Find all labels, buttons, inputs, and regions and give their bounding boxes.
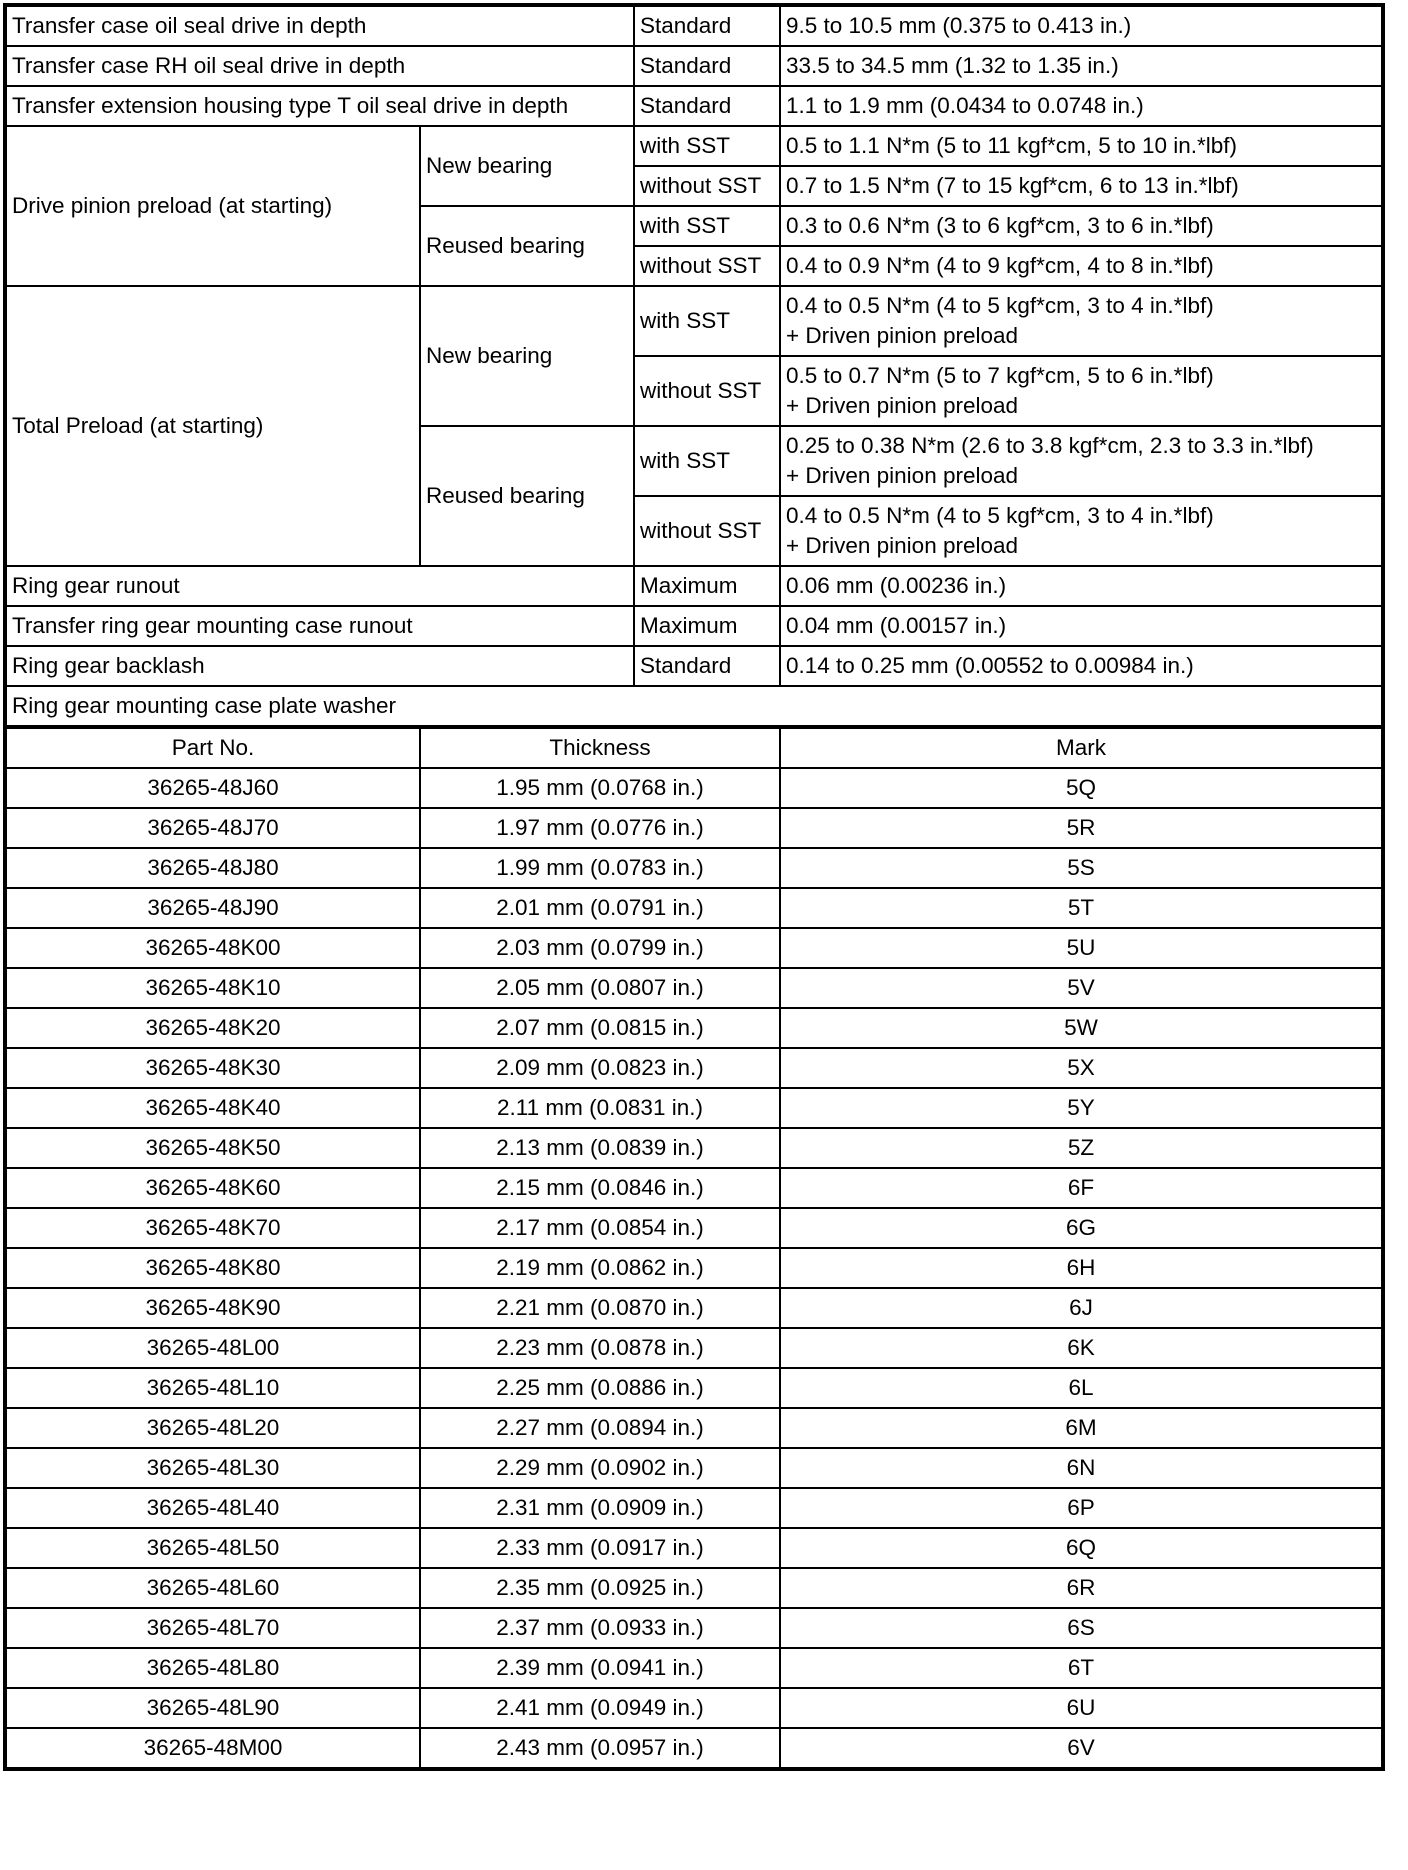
thickness-cell: 2.07 mm (0.0815 in.) xyxy=(420,1008,780,1048)
washer-row xyxy=(5,1088,1383,1128)
mark-cell: 6P xyxy=(780,1488,1383,1528)
washer-row xyxy=(5,1208,1383,1248)
spec-row xyxy=(5,646,1383,686)
mark-cell: 6M xyxy=(780,1408,1383,1448)
mark-cell: 5V xyxy=(780,968,1383,1008)
washer-row xyxy=(5,1168,1383,1208)
mark-cell: 6S xyxy=(780,1608,1383,1648)
thickness-cell: 1.97 mm (0.0776 in.) xyxy=(420,808,780,848)
part-no-cell: 36265-48K90 xyxy=(5,1288,420,1328)
washer-row xyxy=(5,808,1383,848)
mark-cell: 5Y xyxy=(780,1088,1383,1128)
spec-value: 0.4 to 0.9 N*m (4 to 9 kgf*cm, 4 to 8 in.*lbf) xyxy=(780,246,1383,286)
part-no-cell: 36265-48L60 xyxy=(5,1568,420,1608)
mark-cell: 5Z xyxy=(780,1128,1383,1168)
washer-row xyxy=(5,848,1383,888)
thickness-cell: 2.19 mm (0.0862 in.) xyxy=(420,1248,780,1288)
sst-condition: with SST xyxy=(634,286,780,356)
spec-row xyxy=(5,86,1383,126)
part-no-cell: 36265-48L70 xyxy=(5,1608,420,1648)
part-no-cell: 36265-48L90 xyxy=(5,1688,420,1728)
mark-cell: 5W xyxy=(780,1008,1383,1048)
thickness-cell: 2.27 mm (0.0894 in.) xyxy=(420,1408,780,1448)
thickness-cell: 2.17 mm (0.0854 in.) xyxy=(420,1208,780,1248)
mark-cell: 6F xyxy=(780,1168,1383,1208)
part-no-cell: 36265-48L00 xyxy=(5,1328,420,1368)
mark-cell: 6L xyxy=(780,1368,1383,1408)
part-no-cell: 36265-48L40 xyxy=(5,1488,420,1528)
washer-row xyxy=(5,928,1383,968)
part-no-cell: 36265-48K00 xyxy=(5,928,420,968)
part-no-cell: 36265-48K30 xyxy=(5,1048,420,1088)
mark-cell: 5U xyxy=(780,928,1383,968)
spec-condition: Standard xyxy=(634,46,780,86)
spec-condition: Maximum xyxy=(634,606,780,646)
washer-row xyxy=(5,1608,1383,1648)
thickness-cell: 2.01 mm (0.0791 in.) xyxy=(420,888,780,928)
spec-item: Transfer extension housing type T oil seal drive in depth xyxy=(5,86,634,126)
mark-cell: 5Q xyxy=(780,768,1383,808)
spec-value: 33.5 to 34.5 mm (1.32 to 1.35 in.) xyxy=(780,46,1383,86)
preload-suffix: + Driven pinion preload xyxy=(786,533,1019,558)
spec-value: 1.1 to 1.9 mm (0.0434 to 0.0748 in.) xyxy=(780,86,1383,126)
part-no-cell: 36265-48L10 xyxy=(5,1368,420,1408)
mark-cell: 5R xyxy=(780,808,1383,848)
spec-item: Transfer case RH oil seal drive in depth xyxy=(5,46,634,86)
part-no-cell: 36265-48M00 xyxy=(5,1728,420,1769)
part-no-cell: 36265-48K20 xyxy=(5,1008,420,1048)
preload-suffix: + Driven pinion preload xyxy=(786,393,1019,418)
sst-condition: without SST xyxy=(634,246,780,286)
spec-value: 0.3 to 0.6 N*m (3 to 6 kgf*cm, 3 to 6 in.*lbf) xyxy=(780,206,1383,246)
washer-row xyxy=(5,888,1383,928)
spec-value: 0.06 mm (0.00236 in.) xyxy=(780,566,1383,606)
washer-row xyxy=(5,968,1383,1008)
spec-item: Transfer ring gear mounting case runout xyxy=(5,606,634,646)
washer-row xyxy=(5,1408,1383,1448)
preload-value: 0.25 to 0.38 N*m (2.6 to 3.8 kgf*cm, 2.3 to 3.3 in.*lbf) xyxy=(786,433,1314,458)
washer-row xyxy=(5,1728,1383,1769)
part-no-cell: 36265-48L50 xyxy=(5,1528,420,1568)
thickness-cell: 2.09 mm (0.0823 in.) xyxy=(420,1048,780,1088)
drive-pinion-item: Drive pinion preload (at starting) xyxy=(5,126,420,286)
mark-cell: 6K xyxy=(780,1328,1383,1368)
spec-row xyxy=(5,566,1383,606)
thickness-cell: 2.41 mm (0.0949 in.) xyxy=(420,1688,780,1728)
drive-pinion-row xyxy=(5,126,1383,166)
sst-condition: with SST xyxy=(634,126,780,166)
mark-cell: 6Q xyxy=(780,1528,1383,1568)
sst-condition: without SST xyxy=(634,356,780,426)
thickness-cell: 2.31 mm (0.0909 in.) xyxy=(420,1488,780,1528)
part-no-cell: 36265-48L20 xyxy=(5,1408,420,1448)
part-no-cell: 36265-48L80 xyxy=(5,1648,420,1688)
washer-row xyxy=(5,1688,1383,1728)
spec-row xyxy=(5,606,1383,646)
part-no-cell: 36265-48J80 xyxy=(5,848,420,888)
thickness-cell: 2.39 mm (0.0941 in.) xyxy=(420,1648,780,1688)
header-mark: Mark xyxy=(780,729,1383,768)
spec-condition: Standard xyxy=(634,5,780,46)
spec-condition: Standard xyxy=(634,86,780,126)
bearing-type: Reused bearing xyxy=(420,426,634,566)
washer-row xyxy=(5,768,1383,808)
bearing-type: Reused bearing xyxy=(420,206,634,286)
preload-value: 0.4 to 0.5 N*m (4 to 5 kgf*cm, 3 to 4 in.*lbf) xyxy=(786,293,1214,318)
mark-cell: 6J xyxy=(780,1288,1383,1328)
thickness-cell: 2.43 mm (0.0957 in.) xyxy=(420,1728,780,1769)
washer-row xyxy=(5,1528,1383,1568)
thickness-cell: 2.23 mm (0.0878 in.) xyxy=(420,1328,780,1368)
washer-row xyxy=(5,1568,1383,1608)
spec-row xyxy=(5,5,1383,46)
spec-value: 0.7 to 1.5 N*m (7 to 15 kgf*cm, 6 to 13 in.*lbf) xyxy=(780,166,1383,206)
sst-condition: with SST xyxy=(634,426,780,496)
mark-cell: 6G xyxy=(780,1208,1383,1248)
spec-value xyxy=(780,496,1383,566)
sst-condition: with SST xyxy=(634,206,780,246)
thickness-cell: 2.37 mm (0.0933 in.) xyxy=(420,1608,780,1648)
washer-row xyxy=(5,1488,1383,1528)
part-no-cell: 36265-48K70 xyxy=(5,1208,420,1248)
washer-header-row xyxy=(5,729,1383,768)
washer-row xyxy=(5,1128,1383,1168)
spec-value: 0.14 to 0.25 mm (0.00552 to 0.00984 in.) xyxy=(780,646,1383,686)
spec-row xyxy=(5,46,1383,86)
washer-table xyxy=(3,729,1385,1771)
washer-row xyxy=(5,1648,1383,1688)
part-no-cell: 36265-48J60 xyxy=(5,768,420,808)
thickness-cell: 2.15 mm (0.0846 in.) xyxy=(420,1168,780,1208)
part-no-cell: 36265-48J90 xyxy=(5,888,420,928)
bearing-type: New bearing xyxy=(420,286,634,426)
part-no-cell: 36265-48K50 xyxy=(5,1128,420,1168)
part-no-cell: 36265-48K60 xyxy=(5,1168,420,1208)
part-no-cell: 36265-48J70 xyxy=(5,808,420,848)
bearing-type: New bearing xyxy=(420,126,634,206)
spec-value: 0.5 to 1.1 N*m (5 to 11 kgf*cm, 5 to 10 in.*lbf) xyxy=(780,126,1383,166)
spec-value xyxy=(780,286,1383,356)
header-thickness: Thickness xyxy=(420,729,780,768)
mark-cell: 6V xyxy=(780,1728,1383,1769)
thickness-cell: 2.29 mm (0.0902 in.) xyxy=(420,1448,780,1488)
total-preload-row xyxy=(5,286,1383,356)
thickness-cell: 2.03 mm (0.0799 in.) xyxy=(420,928,780,968)
preload-value: 0.5 to 0.7 N*m (5 to 7 kgf*cm, 5 to 6 in.*lbf) xyxy=(786,363,1214,388)
washer-title-row xyxy=(5,686,1383,727)
part-no-cell: 36265-48K10 xyxy=(5,968,420,1008)
washer-row xyxy=(5,1288,1383,1328)
mark-cell: 6R xyxy=(780,1568,1383,1608)
part-no-cell: 36265-48K40 xyxy=(5,1088,420,1128)
mark-cell: 6H xyxy=(780,1248,1383,1288)
thickness-cell: 2.11 mm (0.0831 in.) xyxy=(420,1088,780,1128)
spec-condition: Maximum xyxy=(634,566,780,606)
mark-cell: 5X xyxy=(780,1048,1383,1088)
washer-row xyxy=(5,1328,1383,1368)
part-no-cell: 36265-48L30 xyxy=(5,1448,420,1488)
spec-item: Transfer case oil seal drive in depth xyxy=(5,5,634,46)
mark-cell: 6T xyxy=(780,1648,1383,1688)
thickness-cell: 2.13 mm (0.0839 in.) xyxy=(420,1128,780,1168)
spec-item: Ring gear backlash xyxy=(5,646,634,686)
spec-value xyxy=(780,426,1383,496)
spec-item: Ring gear runout xyxy=(5,566,634,606)
preload-value: 0.4 to 0.5 N*m (4 to 5 kgf*cm, 3 to 4 in.*lbf) xyxy=(786,503,1214,528)
spec-value: 0.04 mm (0.00157 in.) xyxy=(780,606,1383,646)
mark-cell: 5T xyxy=(780,888,1383,928)
washer-row xyxy=(5,1048,1383,1088)
mark-cell: 6U xyxy=(780,1688,1383,1728)
thickness-cell: 2.05 mm (0.0807 in.) xyxy=(420,968,780,1008)
spec-table xyxy=(3,3,1385,729)
spec-condition: Standard xyxy=(634,646,780,686)
thickness-cell: 1.95 mm (0.0768 in.) xyxy=(420,768,780,808)
preload-suffix: + Driven pinion preload xyxy=(786,323,1019,348)
mark-cell: 5S xyxy=(780,848,1383,888)
spec-sheet xyxy=(3,3,1381,1771)
spec-value xyxy=(780,356,1383,426)
header-part-no: Part No. xyxy=(5,729,420,768)
spec-value: 9.5 to 10.5 mm (0.375 to 0.413 in.) xyxy=(780,5,1383,46)
washer-row xyxy=(5,1008,1383,1048)
washer-title: Ring gear mounting case plate washer xyxy=(5,686,1383,727)
preload-suffix: + Driven pinion preload xyxy=(786,463,1019,488)
part-no-cell: 36265-48K80 xyxy=(5,1248,420,1288)
thickness-cell: 2.35 mm (0.0925 in.) xyxy=(420,1568,780,1608)
total-preload-item: Total Preload (at starting) xyxy=(5,286,420,566)
sst-condition: without SST xyxy=(634,166,780,206)
thickness-cell: 2.21 mm (0.0870 in.) xyxy=(420,1288,780,1328)
thickness-cell: 2.25 mm (0.0886 in.) xyxy=(420,1368,780,1408)
washer-row xyxy=(5,1368,1383,1408)
thickness-cell: 2.33 mm (0.0917 in.) xyxy=(420,1528,780,1568)
washer-row xyxy=(5,1448,1383,1488)
mark-cell: 6N xyxy=(780,1448,1383,1488)
washer-row xyxy=(5,1248,1383,1288)
thickness-cell: 1.99 mm (0.0783 in.) xyxy=(420,848,780,888)
sst-condition: without SST xyxy=(634,496,780,566)
